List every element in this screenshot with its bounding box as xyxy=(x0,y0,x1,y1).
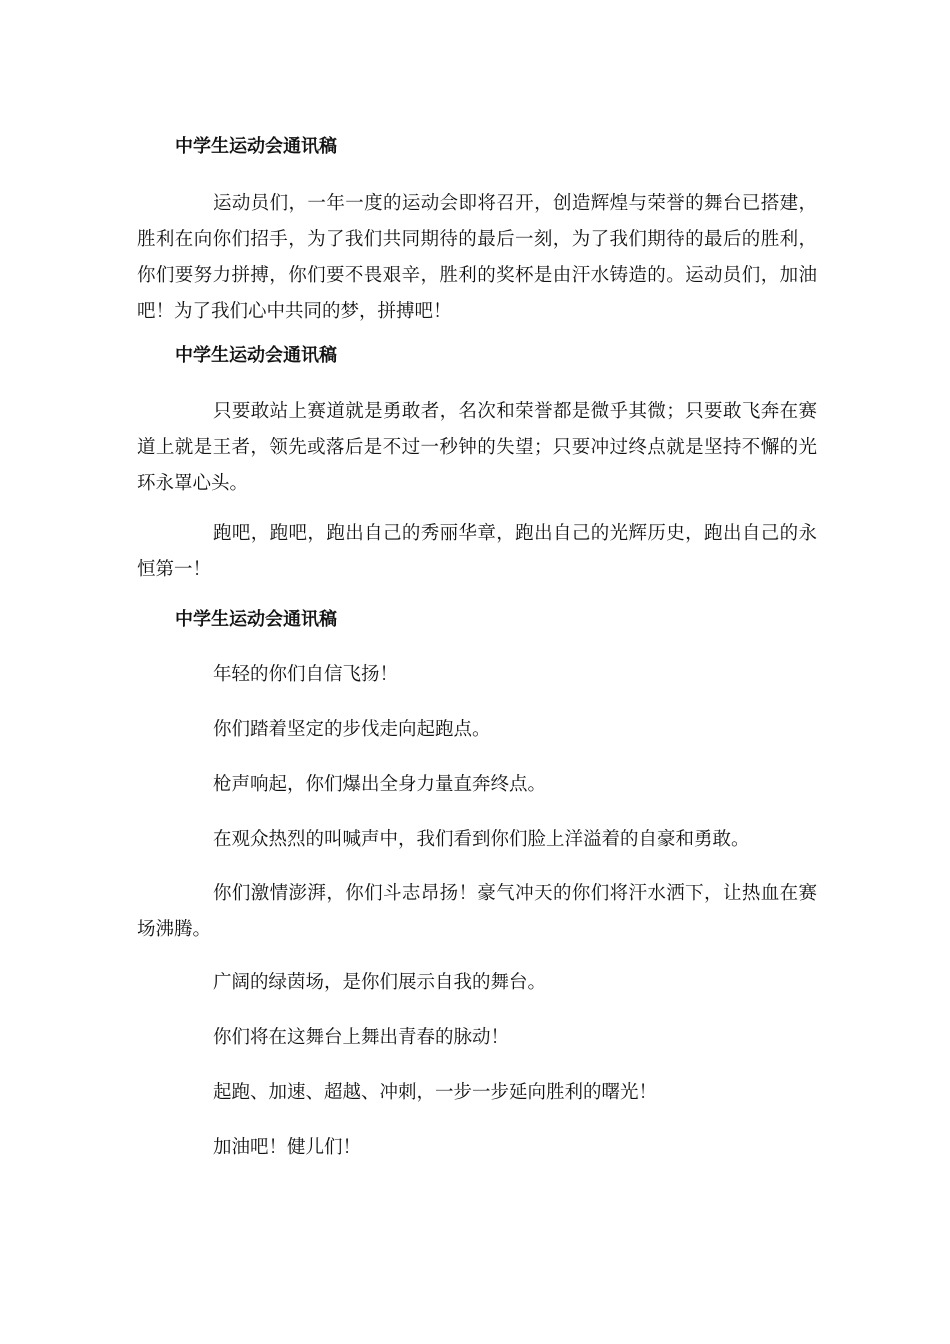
paragraph: 年轻的你们自信飞扬！ xyxy=(213,664,399,685)
paragraph: 加油吧！健儿们！ xyxy=(213,1137,362,1158)
paragraph: 你们踏着坚定的步伐走向起跑点。 xyxy=(213,719,491,740)
paragraph: 运动员们，一年一度的运动会即将召开，创造辉煌与荣誉的舞台已搭建，胜利在向你们招手，为了我们共同期待的最后一刻，为了我们期待的最后的胜利，你们要努力拼搏，你们要不畏艰辛，胜利的奖杯是由汗水铸造的。运动员们，加油吧！为了我们心中共同的梦，拼搏吧！ xyxy=(137,193,817,322)
paragraph: 只要敢站上赛道就是勇敢者，名次和荣誉都是微乎其微；只要敢飞奔在赛道上就是王者，领先或落后是不过一秒钟的失望；只要冲过终点就是坚持不懈的光环永罩心头。 xyxy=(137,401,817,494)
paragraph: 枪声响起，你们爆出全身力量直奔终点。 xyxy=(213,774,547,795)
section-heading: 中学生运动会通讯稿 xyxy=(175,345,337,366)
paragraph: 你们激情澎湃，你们斗志昂扬！豪气冲天的你们将汗水洒下，让热血在赛场沸腾。 xyxy=(137,883,817,940)
paragraph: 你们将在这舞台上舞出青春的脉动！ xyxy=(213,1027,510,1048)
section-heading: 中学生运动会通讯稿 xyxy=(175,136,337,157)
paragraph: 在观众热烈的叫喊声中，我们看到你们脸上洋溢着的自豪和勇敢。 xyxy=(213,829,750,850)
paragraph: 起跑、加速、超越、冲刺，一步一步延向胜利的曙光！ xyxy=(213,1082,658,1103)
paragraph: 广阔的绿茵场，是你们展示自我的舞台。 xyxy=(213,972,547,993)
section-heading: 中学生运动会通讯稿 xyxy=(175,609,337,630)
paragraph: 跑吧，跑吧，跑出自己的秀丽华章，跑出自己的光辉历史，跑出自己的永恒第一！ xyxy=(137,523,817,580)
